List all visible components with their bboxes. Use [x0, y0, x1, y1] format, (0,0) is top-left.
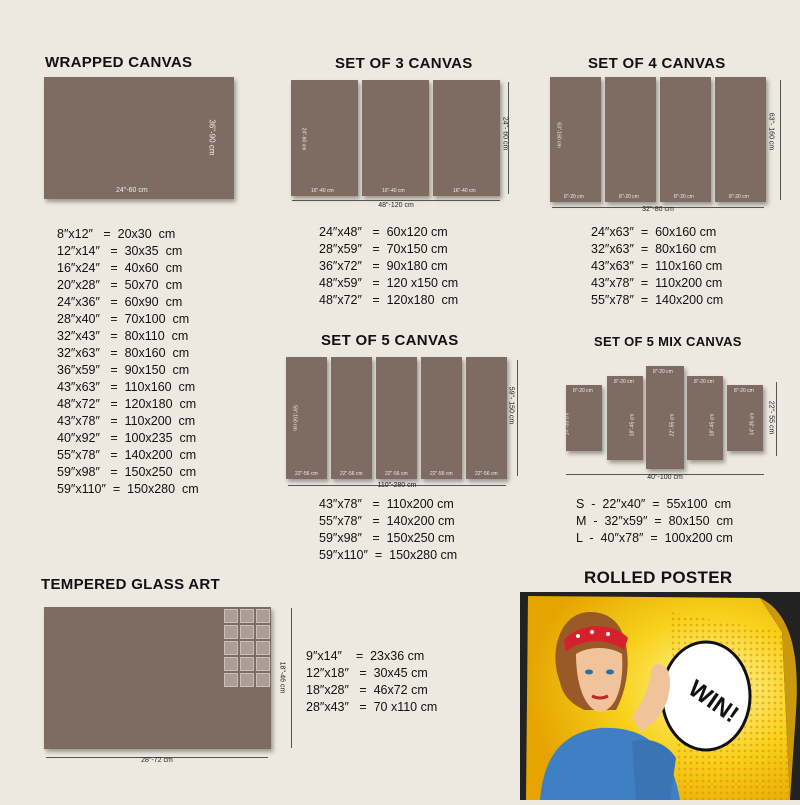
- wrapped-size-row: 8″x12″ = 20x30 cm: [57, 227, 176, 241]
- wrapped-size-row: 28″x40″ = 70x100 cm: [57, 312, 190, 326]
- set4-side-label: 63"-160 cm: [555, 122, 562, 148]
- wrapped-size-row: 40″x92″ = 100x235 cm: [57, 431, 197, 445]
- set4-size-row: 24″x63″ = 60x160 cm: [591, 225, 717, 239]
- mix5-panel-mid-right: [687, 376, 723, 460]
- set4-size-list: [591, 224, 723, 309]
- set5-canvas-group: [286, 357, 508, 479]
- set3-panel-label: 16"-40 cm: [453, 188, 476, 194]
- set5-panel-label: 22"-56 cm: [340, 471, 363, 477]
- glass-title: TEMPERED GLASS ART: [41, 576, 221, 593]
- glass-width-label: 28"-72 cm: [141, 757, 173, 764]
- set5-size-row: 59″x110″ = 150x280 cm: [319, 548, 458, 562]
- set3-panel-label: 16"-40 cm: [382, 188, 405, 194]
- mix5-panel-small-left: [566, 385, 602, 451]
- set3-width-rule: [292, 200, 500, 201]
- set5-size-row: 55″x78″ = 140x200 cm: [319, 514, 455, 528]
- set3-panel-label: 16"-40 cm: [311, 188, 334, 194]
- wrapped-size-row: 12″x14″ = 30x35 cm: [57, 244, 183, 258]
- set4-panel-4: [715, 77, 766, 202]
- set4-height-label: 63"- 160 cm: [767, 112, 775, 151]
- wrapped-size-row: 55″x78″ = 140x200 cm: [57, 448, 197, 462]
- mix5-size-list: [576, 496, 733, 547]
- set5-panel-1: [286, 357, 327, 479]
- mix5-top-label: 8"-20 cm: [734, 388, 754, 394]
- glass-size-row: 9″x14″ = 23x36 cm: [306, 649, 425, 663]
- set3-panel-3: [433, 80, 500, 196]
- glass-height-rule: [291, 608, 292, 748]
- set5-title: SET OF 5 CANVAS: [321, 332, 459, 349]
- set3-size-row: 48″x59″ = 120 x150 cm: [319, 276, 459, 290]
- set4-size-row: 32″x63″ = 80x160 cm: [591, 242, 717, 256]
- wrapped-size-row: 59″x98″ = 150x250 cm: [57, 465, 197, 479]
- mix5-height-rule: [776, 382, 777, 456]
- set4-size-row: 43″x63″ = 110x160 cm: [591, 259, 723, 273]
- set5-panel-4: [421, 357, 462, 479]
- glass-height-label: 18"-46 cm: [278, 661, 286, 694]
- wrapped-size-list: [57, 226, 199, 498]
- set3-size-row: 28″x59″ = 70x150 cm: [319, 242, 448, 256]
- wrapped-width-label: 24"-60 cm: [116, 187, 148, 194]
- speech-bubble-text: WIN!: [683, 675, 744, 729]
- set3-title: SET OF 3 CANVAS: [335, 55, 473, 72]
- set4-panel-label: 8"-20 cm: [564, 194, 584, 200]
- set3-size-list: [319, 224, 458, 309]
- mix5-mid-label: 18"-45 cm: [709, 413, 716, 437]
- set4-panel-label: 8"-20 cm: [619, 194, 639, 200]
- wrapped-canvas-panel: [44, 77, 234, 199]
- mix5-mid-label: 18"-45 cm: [629, 413, 636, 437]
- set4-panel-label: 8"-20 cm: [674, 194, 694, 200]
- mix5-panel-mid-left: [607, 376, 643, 460]
- glass-reflection: [224, 609, 270, 687]
- set3-side-label: 24"-60 cm: [300, 127, 307, 151]
- set5-panel-3: [376, 357, 417, 479]
- glass-size-list: [306, 648, 437, 716]
- mix5-top-label: 8"-20 cm: [653, 369, 673, 375]
- glass-panel: [44, 607, 271, 749]
- wrapped-size-row: 43″x78″ = 110x200 cm: [57, 414, 196, 428]
- set4-canvas-group: [550, 77, 766, 202]
- mix5-size-row: M - 32″x59″ = 80x150 cm: [576, 514, 734, 528]
- wrapped-size-row: 24″x36″ = 60x90 cm: [57, 295, 183, 309]
- set5-side-label: 59"-150 cm: [291, 405, 298, 431]
- set5-panel-label: 22"-56 cm: [295, 471, 318, 477]
- set4-height-rule: [780, 80, 781, 200]
- mix5-size-row: L - 40″x78″ = 100x200 cm: [576, 531, 733, 545]
- set4-panel-3: [660, 77, 711, 202]
- set4-size-row: 43″x78″ = 110x200 cm: [591, 276, 723, 290]
- wrapped-size-row: 32″x43″ = 80x110 cm: [57, 329, 189, 343]
- set4-panel-label: 8"-20 cm: [729, 194, 749, 200]
- mix5-small-label: 14"-35 cm: [564, 412, 571, 436]
- mix5-size-row: S - 22″x40″ = 55x100 cm: [576, 497, 732, 511]
- poster-illustration: [520, 592, 800, 800]
- mix5-top-label: 8"-20 cm: [614, 379, 634, 385]
- set5-panel-label: 22"-56 cm: [385, 471, 408, 477]
- set5-size-list: [319, 496, 457, 564]
- mix5-top-label: 8"-20 cm: [573, 388, 593, 394]
- set3-height-label: 24"- 60 cm: [501, 116, 509, 151]
- wrapped-size-row: 32″x63″ = 80x160 cm: [57, 346, 190, 360]
- set5-size-row: 43″x78″ = 110x200 cm: [319, 497, 454, 511]
- glass-size-row: 18″x28″ = 46x72 cm: [306, 683, 428, 697]
- set4-title: SET OF 4 CANVAS: [588, 55, 726, 72]
- set3-panel-2: [362, 80, 429, 196]
- set5-height-rule: [517, 360, 518, 476]
- set4-size-row: 55″x78″ = 140x200 cm: [591, 293, 724, 307]
- set5-panel-5: [466, 357, 507, 479]
- wrapped-size-row: 20″x28″ = 50x70 cm: [57, 278, 183, 292]
- wrapped-size-row: 16″x24″ = 40x60 cm: [57, 261, 183, 275]
- set3-size-row: 24″x48″ = 60x120 cm: [319, 225, 448, 239]
- mix5-large-label: 22"-55 cm: [669, 413, 676, 437]
- set4-width-label: 32"-80 cm: [642, 206, 674, 213]
- wrapped-size-row: 36″x59″ = 90x150 cm: [57, 363, 190, 377]
- set4-panel-1: [550, 77, 601, 202]
- set5-panel-label: 22"-56 cm: [430, 471, 453, 477]
- glass-size-row: 28″x43″ = 70 x110 cm: [306, 700, 438, 714]
- glass-size-row: 12″x18″ = 30x45 cm: [306, 666, 428, 680]
- set5-width-label: 110"-280 cm: [377, 482, 417, 489]
- set3-panel-1: [291, 80, 358, 196]
- mix5-panel-small-right: [727, 385, 763, 451]
- set5-panel-label: 22"-56 cm: [475, 471, 498, 477]
- set3-size-row: 48″x72″ = 120x180 cm: [319, 293, 459, 307]
- set3-width-label: 48"-120 cm: [378, 202, 414, 209]
- set3-canvas-group: [290, 80, 502, 196]
- set4-panel-2: [605, 77, 656, 202]
- wrapped-size-row: 59″x110″ = 150x280 cm: [57, 482, 199, 496]
- wrapped-canvas-title: WRAPPED CANVAS: [45, 54, 193, 71]
- set3-size-row: 36″x72″ = 90x180 cm: [319, 259, 448, 273]
- set5-size-row: 59″x98″ = 150x250 cm: [319, 531, 455, 545]
- mix5-small-label: 14"-35 cm: [749, 412, 756, 436]
- mix5-panel-large: [646, 366, 684, 469]
- mix5-width-label: 40"-100 cm: [647, 474, 683, 481]
- wrapped-height-label: 36"-90 cm: [207, 119, 217, 156]
- set5-height-label: 59"- 150 cm: [507, 386, 515, 425]
- wrapped-size-row: 43″x63″ = 110x160 cm: [57, 380, 196, 394]
- set5-panel-2: [331, 357, 372, 479]
- mix5-title: SET OF 5 MIX CANVAS: [594, 334, 742, 349]
- rolled-poster-image: [520, 592, 800, 800]
- poster-title: ROLLED POSTER: [584, 568, 733, 587]
- mix5-top-label: 8"-20 cm: [694, 379, 714, 385]
- mix5-side-label: 22"- 55 cm: [767, 400, 775, 435]
- wrapped-size-row: 48″x72″ = 120x180 cm: [57, 397, 197, 411]
